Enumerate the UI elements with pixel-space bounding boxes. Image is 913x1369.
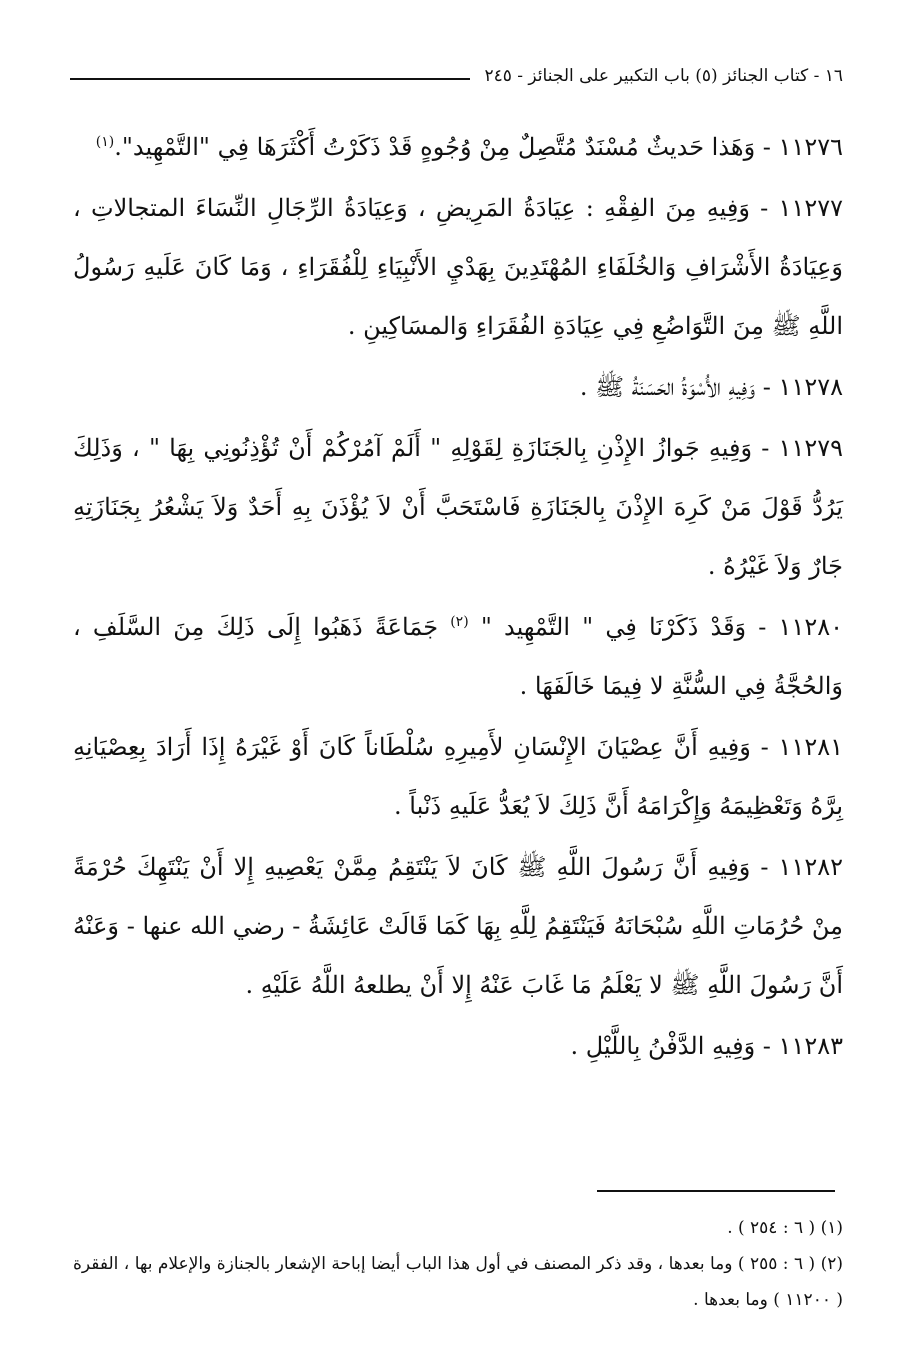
paragraph-11282 (73, 838, 843, 1015)
paragraph-text: - وَقَدْ ذَكَرْنَا فِي " التَّمْهِيد " (480, 613, 779, 641)
footnote-ref-1[interactable]: (١) (95, 134, 115, 150)
paragraph-number: ١١٢٧٦ (778, 133, 843, 161)
paragraph-text: - وَهَذا حَديثٌ مُسْنَدٌ مُتَّصِلٌ مِنْ وُجُوهٍ قَدْ ذَكَرْتُ أَكْثَرَهَا فِي "التَّمْهِيد". (114, 133, 779, 161)
paragraph-text: - وَفِيهِ جَوازُ الإِذْنِ بِالجَنَازَةِ لِقَوْلِهِ " أَلَمْ آمُرْكُمْ أَنْ تُؤْذِنُونِي بِهَا " ، وَذَلِكَ يَرُدُّ قَوْلَ مَنْ كَرِهَ الإِذْنَ بِالجَنَازَةِ فَاسْتَحَبَّ أَنْ لاَ يُؤْذَنَ بِهِ أَحَدٌ وَلاَ يَشْعُرُ بِجَنَازَتِهِ جَارٌ وَلاَ غَيْرُهُ . (73, 434, 843, 580)
paragraph-number: ١١٢٧٧ (778, 194, 843, 222)
paragraph-11277 (73, 179, 843, 356)
paragraph-text: - وَفِيهِ أَنَّ رَسُولَ اللَّهِ ﷺ كَانَ لاَ يَنْتَقِمُ مِمَّنْ يَعْصِيهِ إِلا أَنْ يَنْتَهِكَ حُرْمَةً مِنْ حُرُمَاتِ اللَّهِ سُبْحَانَهُ فَيَنْتَقِمُ لِلَّهِ بِهَا كَمَا قَالَتْ عَائِشَةُ - رضي الله عنها - وَعَنْهُ أَنَّ رَسُولَ اللَّهِ ﷺ لا يَعْلَمُ مَا غَابَ عَنْهُ إِلا أَنْ يطلعهُ اللَّهُ عَلَيْهِ . (73, 853, 843, 999)
main-text (73, 118, 843, 1076)
paragraph-11281 (73, 718, 843, 836)
paragraph-text: - وَفِيهِ الدَّفْنُ بِاللَّيْلِ . (570, 1032, 779, 1060)
paragraph-11279 (73, 419, 843, 596)
paragraph-text: - وَفِيهِ أَنَّ عِصْيَانَ الإِنْسَانِ لأَمِيرِهِ سُلْطَاناً كَانَ أَوْ غَيْرَهُ إِذَا أَرَادَ بِعِصْيَانِهِ بِرَّهُ وَتَعْظِيمَهُ وَإِكْرَامَهُ أَنَّ ذَلِكَ لاَ يُعَدُّ عَلَيهِ ذَنْباً . (73, 733, 843, 820)
paragraph-number: ١١٢٨٢ (778, 853, 843, 881)
paragraph-number: ١١٢٨٣ (778, 1032, 843, 1060)
footnotes (73, 1210, 843, 1318)
footnote-separator (597, 1190, 835, 1192)
paragraph-number: ١١٢٨٠ (778, 613, 843, 641)
paragraph-number: ١١٢٨١ (778, 733, 843, 761)
header-rule (70, 78, 470, 80)
paragraph-11278 (73, 358, 843, 417)
paragraph-text: - وَفِيهِ الأُسْوَةُ الحَسَنَةُ ﷺ . (579, 373, 779, 401)
paragraph-text: - وَفِيهِ مِنَ الفِقْهِ : عِيَادَةُ المَرِيضِ ، وَعِيَادَةُ الرِّجَالِ النِّسَاءَ المتجالاتِ ، وَعِيَادَةُ الأَشْرَافِ وَالخُلَفَاءِ المُهْتَدِينَ بِهَدْيِ الأَنْبِيَاءِ لِلْفُقَرَاءِ ، وَمَا كَانَ عَلَيهِ رَسُولُ اللَّهِ ﷺ مِنَ التَّوَاضُعِ فِي عِيَادَةِ الفُقَرَاءِ وَالمسَاكِينِ . (73, 194, 843, 340)
paragraph-text-continued: جَمَاعَةً ذَهَبُوا إِلَى ذَلِكَ مِنَ السَّلَفِ ، وَالحُجَّةُ فِي السُّنَّةِ لا فِيمَا خَالَفَهَا . (73, 613, 843, 700)
footnote-ref-2[interactable]: (٢) (450, 614, 469, 630)
running-header (70, 52, 843, 86)
paragraph-11280 (73, 598, 843, 716)
paragraph-number: ١١٢٧٩ (778, 434, 843, 462)
footnote-1: (١) ( ٦ : ٢٥٤ ) . (727, 1218, 843, 1238)
header-title: ١٦ - كتاب الجنائز (٥) باب التكبير على الجنائز - ٢٤٥ (484, 66, 843, 86)
footnote-2: (٢) ( ٦ : ٢٥٥ ) وما بعدها ، وقد ذكر المصنف في أول هذا الباب أيضا إباحة الإشعار بالجنازة والإعلام بها ، الفقرة ( ١١٢٠٠ ) وما بعدها . (73, 1254, 843, 1310)
paragraph-11283 (73, 1017, 843, 1076)
paragraph-11276 (73, 118, 843, 177)
paragraph-number: ١١٢٧٨ (778, 373, 843, 401)
